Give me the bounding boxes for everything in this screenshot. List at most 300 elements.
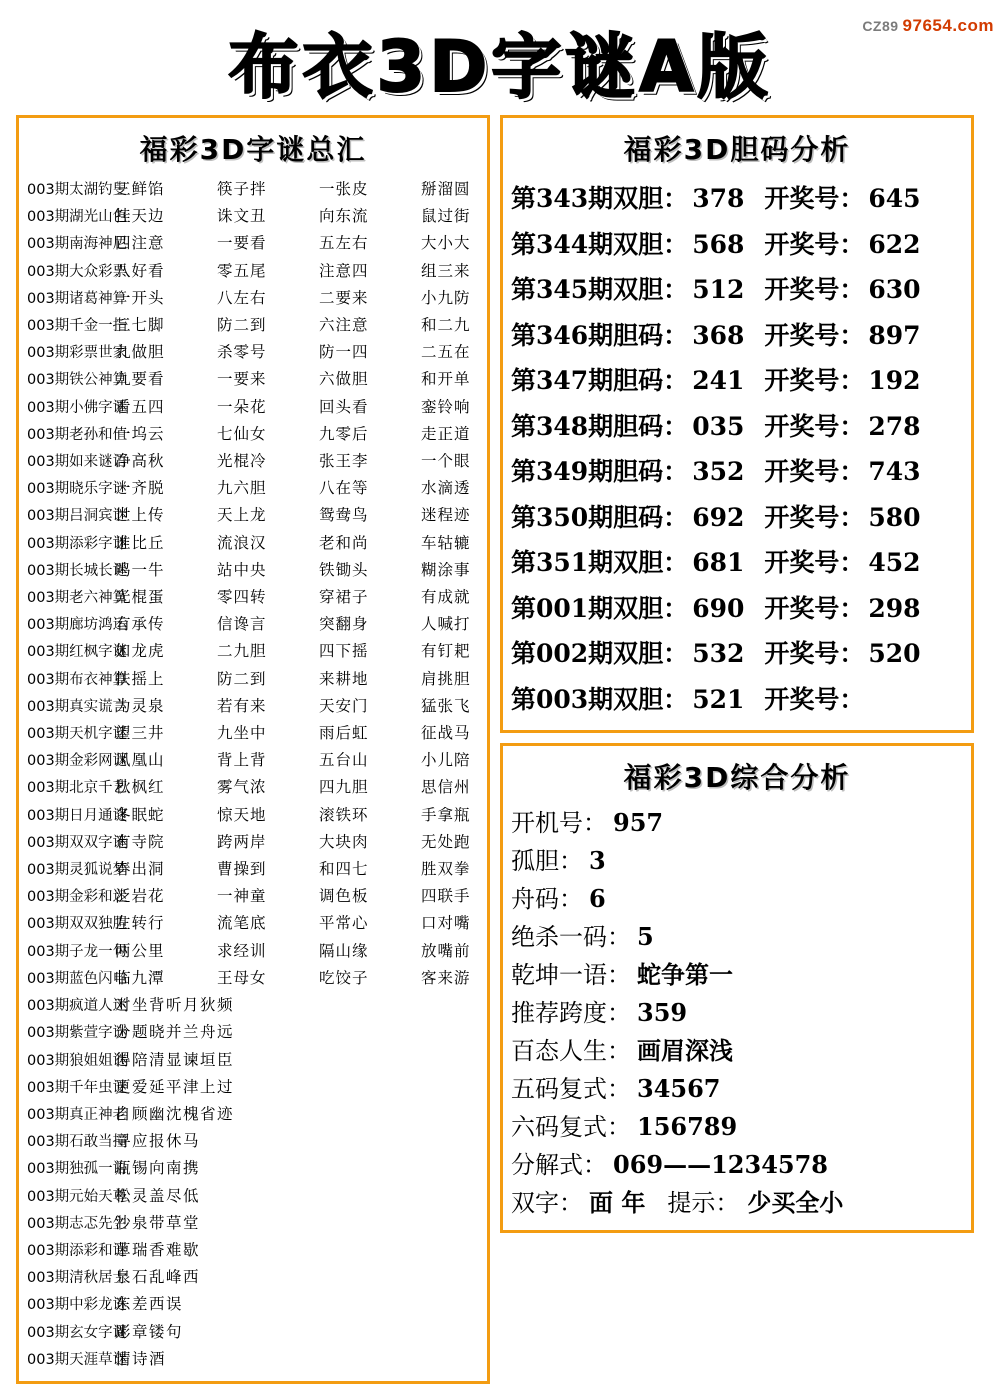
riddle-cell: 六注意 xyxy=(319,316,369,335)
riddle-cell: 瓶锡向南携 xyxy=(115,1159,201,1178)
riddle-cell: 望三井 xyxy=(115,724,165,743)
riddle-issue: 003期金彩和迷 xyxy=(27,889,128,906)
riddle-cell: 猛张飞 xyxy=(421,696,471,715)
dan-row xyxy=(511,267,963,313)
riddle-row xyxy=(27,230,479,257)
riddle-cell: 泛岩花 xyxy=(115,887,165,906)
riddle-row xyxy=(27,530,479,557)
riddle-cell: 銮铃响 xyxy=(421,397,471,416)
riddle-issue: 003期湖光山色 xyxy=(27,209,128,226)
riddle-cell: 一开头 xyxy=(115,288,165,307)
riddle-row xyxy=(27,1101,479,1128)
summary-row xyxy=(511,994,963,1032)
riddle-cell: 泉石乱峰西 xyxy=(115,1268,201,1287)
riddle-issue: 003期中彩龙谜 xyxy=(27,1297,128,1314)
riddle-cell: 人喊打 xyxy=(421,615,471,634)
riddle-cell: 彫章镂句 xyxy=(115,1322,184,1341)
riddle-cell: 流浪汉 xyxy=(217,533,267,552)
riddle-cell: 回头看 xyxy=(319,397,369,416)
right-column xyxy=(500,115,974,1384)
summary-row xyxy=(511,1032,963,1070)
riddle-cell: 零四转 xyxy=(217,588,267,607)
summary-key: 分解式： xyxy=(511,1151,607,1179)
riddle-row xyxy=(27,910,479,937)
riddle-cell: 八在等 xyxy=(319,479,369,498)
riddle-cell: 小儿陪 xyxy=(421,751,471,770)
riddle-cell: 九六胆 xyxy=(217,479,267,498)
summary-key: 舟码： xyxy=(511,885,583,913)
riddle-issue: 003期真实谎言 xyxy=(27,698,128,715)
summary-row xyxy=(511,918,963,956)
open-number-value: 192 xyxy=(868,366,921,395)
left-column xyxy=(16,115,490,1384)
riddle-cell: 车轱辘 xyxy=(421,533,471,552)
riddle-row xyxy=(27,1346,479,1373)
riddle-cell: 和二九 xyxy=(421,316,471,335)
open-number-value: 580 xyxy=(868,502,921,532)
riddle-row xyxy=(27,693,479,720)
riddle-cell: 站中央 xyxy=(217,560,267,579)
riddle-issue: 003期真正神老 xyxy=(27,1106,128,1123)
riddle-cell: 调色板 xyxy=(319,887,369,906)
open-number-value: 622 xyxy=(868,229,921,259)
riddle-cell: 大小大 xyxy=(421,234,471,253)
riddle-issue: 003期老六神算 xyxy=(27,590,128,607)
dan-issue-label: 第347期胆码： xyxy=(511,366,689,395)
dan-row xyxy=(511,176,963,222)
riddle-issue: 003期如来谜语 xyxy=(27,454,128,471)
summary-value: 957 xyxy=(613,808,664,837)
riddle-cell: 筷子拌 xyxy=(217,180,267,198)
riddle-issue: 003期布衣神算 xyxy=(27,671,128,688)
riddle-cell: 一个眼 xyxy=(421,452,471,471)
open-number-label: 开奖号： xyxy=(764,275,865,304)
riddle-issue: 003期诸葛神算 xyxy=(27,290,128,307)
summary-key: 绝杀一码： xyxy=(511,923,631,951)
riddle-row xyxy=(27,285,479,312)
riddle-cell: 扶摇上 xyxy=(115,669,165,688)
riddle-row xyxy=(27,1237,479,1264)
riddle-cell: 如龙虎 xyxy=(115,642,165,661)
riddle-cell: 有成就 xyxy=(421,588,471,607)
riddle-cell: 四注意 xyxy=(115,234,165,253)
riddle-cell: 向东流 xyxy=(319,207,369,226)
riddle-row xyxy=(27,258,479,285)
riddle-issue: 003期添彩字谜 xyxy=(27,535,128,552)
riddle-cell: 曹操到 xyxy=(217,860,267,879)
summary-value: 3 xyxy=(589,846,606,875)
riddle-row xyxy=(27,720,479,747)
riddle-row xyxy=(27,312,479,339)
riddle-cell: 一朵花 xyxy=(217,397,267,416)
riddle-row xyxy=(27,856,479,883)
open-number-label: 开奖号： xyxy=(764,457,865,486)
riddle-cell: 平常心 xyxy=(319,914,369,933)
riddle-issue: 003期大众彩票 xyxy=(27,263,128,280)
riddle-cell: 和四七 xyxy=(319,860,369,879)
riddle-issue: 003期元始天尊 xyxy=(27,1188,128,1205)
riddle-cell: 七仙女 xyxy=(217,424,267,443)
riddle-cell: 冬眠蛇 xyxy=(115,805,165,824)
riddle-cell: 隔山缘 xyxy=(319,941,369,960)
riddle-row xyxy=(27,1128,479,1155)
riddle-cell: 放嘴前 xyxy=(421,941,471,960)
riddle-row xyxy=(27,747,479,774)
riddle-cell: 沙泉带草堂 xyxy=(115,1213,201,1232)
open-number-value: 278 xyxy=(868,411,921,441)
riddle-cell: 天安门 xyxy=(319,696,369,715)
dan-code-value: 568 xyxy=(692,229,745,259)
open-number-value: 630 xyxy=(868,275,921,304)
riddle-cell: 和开单 xyxy=(421,370,471,389)
dan-issue-label: 第351期双胆： xyxy=(511,548,689,577)
watermark-prefix: CZ89 xyxy=(862,18,899,34)
riddle-issue: 003期独孤一语 xyxy=(27,1161,128,1178)
riddle-cell: 组三来 xyxy=(421,261,471,280)
dan-row xyxy=(511,222,963,268)
summary-row xyxy=(511,880,963,918)
riddle-issue: 003期双双字谜 xyxy=(27,834,128,851)
dan-row xyxy=(511,449,963,495)
riddle-row xyxy=(27,1047,479,1074)
riddle-row xyxy=(27,774,479,801)
dan-code-value: 378 xyxy=(692,184,745,213)
summary-value: 156789 xyxy=(637,1112,738,1141)
summary-key: 乾坤一语： xyxy=(511,961,631,989)
riddle-cell: 手拿瓶 xyxy=(421,805,471,824)
riddle-cell: 四联手 xyxy=(421,887,471,906)
watermark xyxy=(862,16,994,36)
summary-value: 6 xyxy=(589,884,606,913)
riddle-row xyxy=(27,502,479,529)
riddle-row xyxy=(27,176,479,203)
riddle-row xyxy=(27,1155,479,1182)
riddle-cell: 若有来 xyxy=(217,696,267,715)
riddle-cell: 自顾幽沈槐省迹 xyxy=(115,1104,235,1123)
riddle-issue: 003期廊坊鸿运 xyxy=(27,617,128,634)
open-number-value: 645 xyxy=(868,184,921,213)
dan-code-value: 681 xyxy=(692,548,745,577)
summary-row xyxy=(511,1108,963,1146)
summary-key: 推荐跨度： xyxy=(511,999,631,1027)
riddle-cell: 思信州 xyxy=(421,778,471,797)
open-number-value: 298 xyxy=(868,593,921,623)
riddle-cell: 九零后 xyxy=(319,424,369,443)
riddle-cell: 二九胆 xyxy=(217,642,267,661)
riddle-issue: 003期石敢当撞 xyxy=(27,1134,128,1151)
open-number-label: 开奖号： xyxy=(764,320,865,350)
summary-row xyxy=(511,842,963,880)
riddle-cell: 有寺院 xyxy=(115,832,165,851)
riddle-cell: 情诗酒 xyxy=(115,1349,167,1368)
riddle-cell: 零五尾 xyxy=(217,261,267,280)
riddle-cell: 为灵泉 xyxy=(115,696,165,715)
dan-code-value: 512 xyxy=(692,275,745,304)
dan-list xyxy=(511,176,963,722)
riddle-cell: 两公里 xyxy=(115,941,165,960)
riddle-cell: 八左右 xyxy=(217,288,267,307)
dan-row xyxy=(511,631,963,677)
summary-value: 蛇争第一 xyxy=(637,960,733,989)
riddle-cell: 大块肉 xyxy=(319,832,369,851)
riddle-issue: 003期天机字谜 xyxy=(27,726,128,743)
content-columns xyxy=(0,115,1000,1384)
riddle-issue: 003期吕洞宾谜 xyxy=(27,508,128,525)
summary-value: 面 年 xyxy=(589,1188,646,1217)
riddle-cell: 九要看 xyxy=(115,370,165,389)
riddle-row xyxy=(27,1291,479,1318)
riddle-cell: 注意四 xyxy=(319,261,369,280)
summary-value: 5 xyxy=(637,922,654,951)
riddle-cell: 二要来 xyxy=(319,288,369,307)
riddle-cell: 四九胆 xyxy=(319,778,369,797)
riddle-row xyxy=(27,611,479,638)
summary-key: 开机号： xyxy=(511,809,607,837)
riddle-row xyxy=(27,421,479,448)
riddle-issue: 003期天涯草谜 xyxy=(27,1351,128,1368)
riddle-cell: 肩挑胆 xyxy=(421,669,471,688)
dan-code-value: 352 xyxy=(692,457,745,486)
dan-issue-label: 第343期双胆： xyxy=(511,184,689,213)
riddle-cell: 分题晓并兰舟远 xyxy=(115,1023,235,1042)
riddle-row xyxy=(27,339,479,366)
summary-key: 百态人生： xyxy=(511,1037,631,1065)
riddle-cell: 突翻身 xyxy=(319,615,369,634)
riddle-cell: 胜双拳 xyxy=(421,860,471,879)
riddle-issue: 003期狼姐姐谜 xyxy=(27,1052,128,1069)
riddle-row xyxy=(27,938,479,965)
dan-code-value: 690 xyxy=(692,593,745,623)
summary-value: 画眉深浅 xyxy=(637,1036,733,1065)
riddle-cell: 杀零号 xyxy=(217,343,267,362)
riddle-cell: 穿裙子 xyxy=(319,588,369,607)
dan-panel xyxy=(500,115,974,733)
riddle-cell: 一神童 xyxy=(217,887,267,906)
riddle-issue: 003期添彩和谜 xyxy=(27,1242,128,1259)
riddle-cell: 来耕地 xyxy=(319,669,369,688)
open-number-label: 开奖号： xyxy=(764,639,865,668)
riddle-cell: 防二到 xyxy=(217,669,267,688)
riddle-cell: 跨两岸 xyxy=(217,832,267,851)
riddle-row xyxy=(27,366,479,393)
riddle-cell: 口对嘴 xyxy=(421,914,471,933)
watermark-number: 97654.com xyxy=(902,16,994,35)
riddle-cell: 张王李 xyxy=(319,452,369,471)
poster-page xyxy=(0,14,1000,1368)
riddle-cell: 吃饺子 xyxy=(319,968,369,987)
riddle-issue: 003期北京千艺 xyxy=(27,780,128,797)
riddle-list xyxy=(27,176,479,1373)
riddle-cell: 临九潭 xyxy=(115,968,165,987)
riddle-row xyxy=(27,1074,479,1101)
riddle-issue: 003期南海神尼 xyxy=(27,236,128,253)
summary-row xyxy=(511,1146,963,1184)
riddle-cell: 六做胆 xyxy=(319,370,369,389)
riddle-issue: 003期玄女字谜 xyxy=(27,1324,128,1341)
riddle-issue: 003期双双独胆 xyxy=(27,916,128,933)
riddle-cell: 天上龙 xyxy=(217,506,267,525)
summary-value: 069——1234578 xyxy=(613,1150,828,1179)
open-number-value: 452 xyxy=(868,548,921,577)
riddle-cell: 水滴透 xyxy=(421,479,471,498)
summary-panel xyxy=(500,743,974,1233)
riddle-cell: 更爱延平津上过 xyxy=(115,1077,235,1096)
riddle-cell: 挂天边 xyxy=(115,207,165,226)
riddle-cell: 一要看 xyxy=(217,234,267,253)
open-number-label: 开奖号： xyxy=(764,411,865,441)
open-number-label: 开奖号： xyxy=(764,184,865,213)
riddle-cell: 对坐背听月狄频 xyxy=(115,996,235,1015)
riddle-row xyxy=(27,802,479,829)
riddle-cell: 五台山 xyxy=(319,751,369,770)
summary-key: 孤胆： xyxy=(511,847,583,875)
riddle-issue: 003期蓝色闪电 xyxy=(27,970,128,987)
riddle-issue: 003期清秋居士 xyxy=(27,1270,128,1287)
summary-row xyxy=(511,956,963,994)
riddle-cell: 雨后虹 xyxy=(319,724,369,743)
riddle-row xyxy=(27,394,479,421)
riddle-cell: 世上传 xyxy=(115,506,165,525)
summary-key: 双字： xyxy=(511,1189,583,1217)
dan-row xyxy=(511,586,963,632)
open-number-label: 开奖号： xyxy=(764,548,865,577)
open-number-label: 开奖号： xyxy=(764,502,865,532)
riddle-row xyxy=(27,584,479,611)
riddle-row xyxy=(27,829,479,856)
riddle-cell: 迷程迹 xyxy=(421,506,471,525)
riddle-cell: 掰溜圆 xyxy=(421,180,471,198)
summary-value: 34567 xyxy=(637,1074,721,1103)
dan-issue-label: 第001期双胆： xyxy=(511,593,689,623)
riddle-row xyxy=(27,965,479,992)
riddle-issue: 003期千年虫谜 xyxy=(27,1079,128,1096)
summary-value: 359 xyxy=(637,998,688,1027)
riddle-panel-title: 福彩3D字谜总汇 xyxy=(139,133,367,166)
open-number-value: 520 xyxy=(868,639,921,668)
dan-issue-label: 第350期胆码： xyxy=(511,502,689,532)
riddle-cell: 谁比丘 xyxy=(115,533,165,552)
riddle-row xyxy=(27,1019,479,1046)
dan-issue-label: 第002期双胆： xyxy=(511,639,689,668)
riddle-cell: 八好看 xyxy=(115,261,165,280)
riddle-cell: 寻应报休马 xyxy=(115,1132,201,1151)
riddle-issue: 003期金彩网谜 xyxy=(27,753,128,770)
riddle-row xyxy=(27,1210,479,1237)
riddle-cell: 王母女 xyxy=(217,968,267,987)
summary-row-双字 xyxy=(511,1184,963,1222)
riddle-cell: 无处跑 xyxy=(421,832,471,851)
dan-row xyxy=(511,404,963,450)
open-number-label: 开奖号： xyxy=(764,684,865,714)
summary-list xyxy=(511,804,963,1222)
dan-code-value: 368 xyxy=(692,320,745,350)
dan-panel-title: 福彩3D胆码分析 xyxy=(623,133,851,166)
dan-issue-label: 第348期胆码： xyxy=(511,411,689,441)
dan-issue-label: 第003期双胆： xyxy=(511,684,689,714)
dan-row xyxy=(511,540,963,586)
riddle-panel xyxy=(16,115,490,1384)
riddle-row xyxy=(27,992,479,1019)
riddle-cell: 有承传 xyxy=(115,615,165,634)
riddle-row xyxy=(27,883,479,910)
riddle-cell: 秋枫红 xyxy=(115,778,165,797)
riddle-cell: 得陪清显谏垣臣 xyxy=(115,1050,235,1069)
riddle-cell: 光棍冷 xyxy=(217,452,267,471)
riddle-cell: 铁锄头 xyxy=(319,560,369,579)
dan-issue-label: 第344期双胆： xyxy=(511,229,689,259)
riddle-cell: 一齐脱 xyxy=(115,479,165,498)
page-title: 布衣3D字谜A版 xyxy=(228,26,772,108)
riddle-cell: 五左右 xyxy=(319,234,369,253)
summary-key: 五码复式： xyxy=(511,1075,631,1103)
riddle-issue: 003期志忑先生 xyxy=(27,1215,128,1232)
riddle-cell: 凤凰山 xyxy=(115,751,165,770)
riddle-cell: 雾气浓 xyxy=(217,778,267,797)
riddle-cell: 防一四 xyxy=(319,343,369,362)
riddle-cell: 三鲜馅 xyxy=(115,180,165,198)
dan-code-value: 692 xyxy=(692,502,745,532)
riddle-cell: 流笔底 xyxy=(217,914,267,933)
riddle-cell: 九做胆 xyxy=(115,343,165,362)
dan-code-value: 521 xyxy=(692,684,745,714)
riddle-row xyxy=(27,1264,479,1291)
riddle-issue: 003期子龙一句 xyxy=(27,943,128,960)
riddle-cell: 背上背 xyxy=(217,751,267,770)
riddle-issue: 003期晓乐字谜 xyxy=(27,481,128,498)
riddle-cell: 光棍蛋 xyxy=(115,588,165,607)
riddle-cell: 九坐中 xyxy=(217,724,267,743)
riddle-cell: 春出洞 xyxy=(115,860,165,879)
summary-key-2: 提示： xyxy=(667,1189,740,1217)
riddle-row xyxy=(27,1183,479,1210)
riddle-cell: 信谗言 xyxy=(217,615,267,634)
riddle-cell: 老和尚 xyxy=(319,533,369,552)
riddle-cell: 鸳鸯鸟 xyxy=(319,506,369,525)
riddle-issue: 003期红枫字谜 xyxy=(27,644,128,661)
dan-row xyxy=(511,677,963,723)
riddle-cell: 草瑞香难歇 xyxy=(115,1240,201,1259)
dan-row xyxy=(511,358,963,404)
riddle-row xyxy=(27,203,479,230)
title-area xyxy=(0,14,1000,109)
dan-code-value: 035 xyxy=(692,411,745,441)
riddle-issue: 003期千金一指 xyxy=(27,318,128,335)
riddle-issue: 003期紫萱字谜 xyxy=(27,1025,128,1042)
riddle-row xyxy=(27,448,479,475)
riddle-issue: 003期彩票世家 xyxy=(27,345,128,362)
riddle-cell: 松灵盖尽低 xyxy=(115,1186,201,1205)
riddle-cell: 鸣一牛 xyxy=(115,560,165,579)
open-number-value: 743 xyxy=(868,457,921,486)
riddle-cell: 惊天地 xyxy=(217,805,267,824)
summary-key: 六码复式： xyxy=(511,1113,631,1141)
riddle-issue: 003期疯道人迷 xyxy=(27,998,128,1015)
riddle-cell: 看五四 xyxy=(115,397,165,416)
dan-issue-label: 第345期双胆： xyxy=(511,275,689,304)
riddle-cell: 有钉耙 xyxy=(421,642,471,661)
dan-issue-label: 第349期胆码： xyxy=(511,457,689,486)
dan-code-value: 241 xyxy=(692,366,745,395)
riddle-issue: 003期日月通谜 xyxy=(27,807,128,824)
riddle-cell: 小九防 xyxy=(421,288,471,307)
riddle-cell: 糊涂事 xyxy=(421,560,471,579)
riddle-cell: 净高秋 xyxy=(115,452,165,471)
riddle-cell: 滚铁环 xyxy=(319,805,369,824)
riddle-issue: 003期老孙和值 xyxy=(27,426,128,443)
riddle-cell: 一张皮 xyxy=(319,180,369,198)
open-number-label: 开奖号： xyxy=(764,229,865,259)
open-number-label: 开奖号： xyxy=(764,366,865,395)
